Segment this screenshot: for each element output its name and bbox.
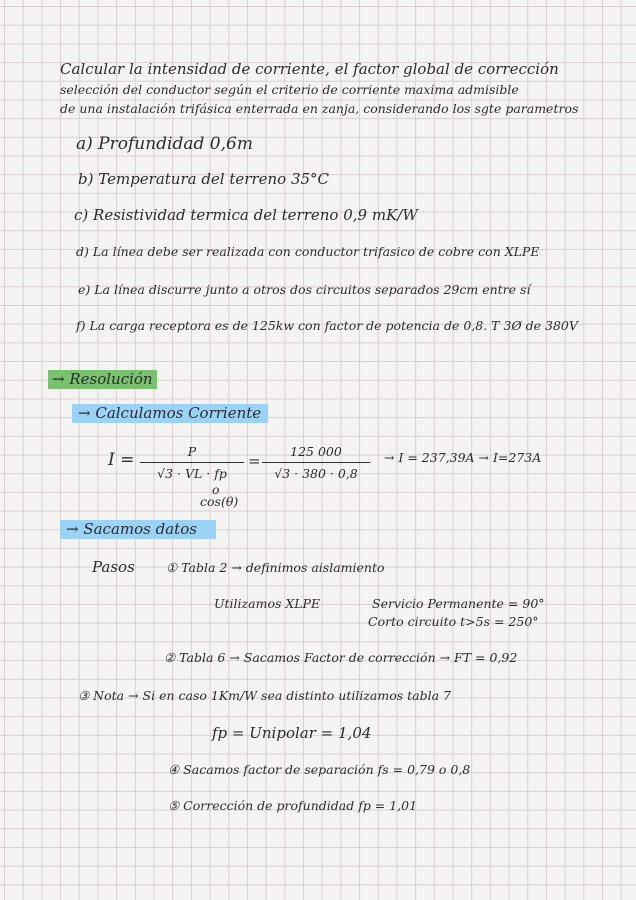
step-5: ⑤ Corrección de profundidad fp = 1,01 <box>168 798 418 813</box>
formula-denominator-2: √3 · 380 · 0,8 <box>274 466 358 481</box>
fraction-bar <box>262 462 370 463</box>
step-2: ② Tabla 6 → Sacamos Factor de corrección → FT = 0,92 <box>164 650 518 665</box>
formula-numerator-1: P <box>187 444 197 459</box>
param-a: a) Profundidad 0,6m <box>76 134 253 154</box>
param-c: c) Resistividad termica del terreno 0,9 mK/W <box>74 206 418 224</box>
param-f: f) La carga receptora es de 125kw con factor de potencia de 0,8. T 3Ø de 380V <box>76 318 578 333</box>
param-e: e) La línea discurre junto a otros dos circuitos separados 29cm entre sí <box>78 282 531 297</box>
resolucion-heading: → Resolución <box>48 370 157 389</box>
fraction-bar <box>140 462 244 463</box>
formula-numerator-2: 125 000 <box>290 444 342 459</box>
formula-equals: = <box>248 452 261 470</box>
corriente-heading: → Calculamos Corriente <box>72 404 268 423</box>
step-1-sub-b1: Servicio Permanente = 90° <box>372 596 545 611</box>
formula-fraction-1 <box>140 444 244 481</box>
step-1: ① Tabla 2 → definimos aislamiento <box>166 560 385 575</box>
datos-heading: → Sacamos datos <box>60 520 216 539</box>
step-4: ④ Sacamos factor de separación fs = 0,79 o 0,8 <box>168 762 471 777</box>
formula-fraction-2 <box>262 444 370 481</box>
param-d: d) La línea debe ser realizada con conductor trifasico de cobre con XLPE <box>76 244 540 259</box>
formula-cos: cos(θ) <box>200 494 239 509</box>
formula-denominator-1: √3 · VL · fp <box>157 466 227 481</box>
header-line-3: de una instalación trifásica enterrada en zanja, considerando los sgte parametros <box>60 101 579 116</box>
step-3-sub: fp = Unipolar = 1,04 <box>212 724 372 742</box>
header-line-2: selección del conductor según el criterio de corriente maxima admisible <box>60 82 519 97</box>
param-b: b) Temperatura del terreno 35°C <box>78 170 330 188</box>
formula-or: o <box>212 482 220 497</box>
formula-lhs: I = <box>108 450 135 470</box>
pasos-label: Pasos <box>92 558 135 576</box>
step-1-sub-b2: Corto circuito t>5s = 250° <box>368 614 539 629</box>
step-3: ③ Nota → Si en caso 1Km/W sea distinto utilizamos tabla 7 <box>78 688 452 703</box>
header-line-1: Calcular la intensidad de corriente, el factor global de corrección <box>60 60 559 78</box>
formula-result: → I = 237,39A → I=273A <box>384 450 542 465</box>
step-1-sub-a: Utilizamos XLPE <box>214 596 321 611</box>
